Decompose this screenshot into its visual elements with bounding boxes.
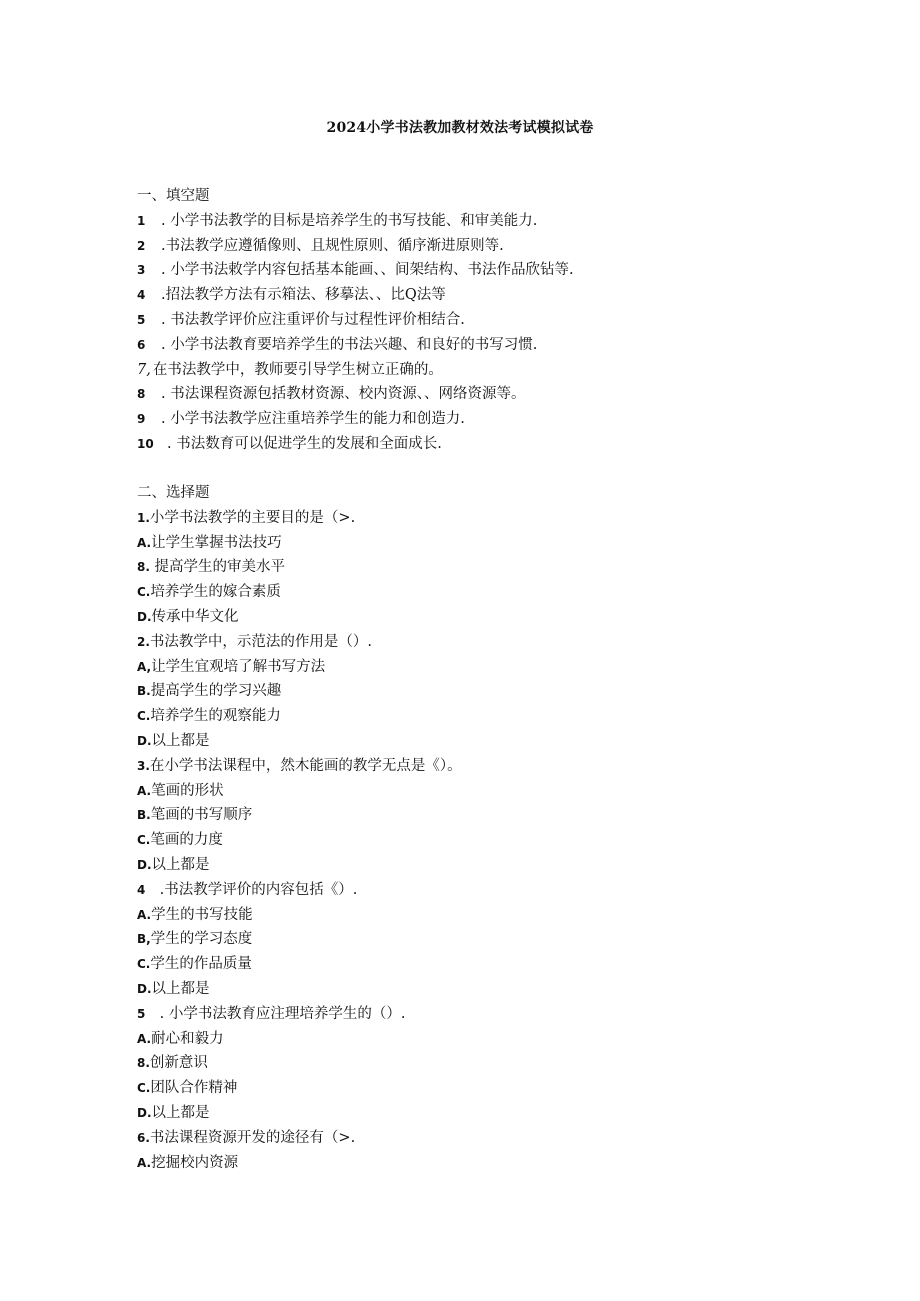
choice-label: C. (137, 1081, 151, 1096)
fill-section-heading: 一、填空题 (137, 188, 210, 204)
fill-item-number: 9 (137, 412, 146, 427)
choice-line (137, 605, 837, 630)
choice-label: A. (137, 535, 152, 550)
choice-label: 5 (137, 1006, 146, 1021)
choice-line (137, 927, 837, 952)
choice-text: 以上都是 (151, 1104, 210, 1121)
choice-text: 以上都是 (151, 732, 210, 749)
fill-item-text: . 小学书法敕学内容包括基本能画、、间架结构、书法作品欣钻等. (161, 262, 574, 279)
fill-item (137, 308, 837, 333)
fill-item-number: 7, (137, 361, 151, 378)
choice-label: 8. (137, 1056, 150, 1071)
fill-item-text: .招法教学方法有示箱法、移摹法、、比Q法等 (161, 287, 446, 304)
choice-text: 让学生掌握书法技巧 (151, 534, 282, 551)
choice-line (137, 754, 837, 779)
fill-item-number: 8 (137, 387, 146, 402)
choice-text: 团队合作精神 (150, 1080, 238, 1097)
choice-line (137, 555, 837, 580)
choice-text: 笔画的书写顺序 (150, 807, 253, 824)
fill-item-number: 5 (137, 312, 146, 327)
fill-item-number: 4 (137, 288, 146, 303)
choice-text: 书法教学中，示范法的作用是（）. (149, 633, 373, 650)
choice-label: A. (137, 907, 152, 922)
choice-line (137, 1076, 837, 1101)
fill-item-number: 1 (137, 213, 146, 228)
choice-text: 以上都是 (151, 856, 210, 873)
choice-line (137, 1027, 837, 1052)
choice-label: 3. (137, 758, 150, 773)
page-title: 2024小学书法教加教材效法考试模拟试卷 (326, 120, 594, 136)
fill-item (137, 283, 837, 308)
choice-text: 以上都是 (151, 980, 210, 997)
choice-label: 6. (137, 1130, 150, 1145)
choice-text: 挖掘校内资源 (151, 1154, 239, 1171)
choice-label: C. (137, 957, 151, 972)
choice-label: D. (137, 1105, 152, 1120)
fill-item-text: .书法教学应遵循像则、且规性原则、循序渐进原则等. (161, 237, 504, 254)
choice-label: 8. (137, 560, 150, 575)
fill-blank-section (137, 184, 837, 457)
choice-line (137, 1101, 837, 1126)
choice-text: 学生的作品质量 (150, 956, 252, 973)
fill-item-number: 2 (137, 238, 146, 253)
choice-line (137, 729, 837, 754)
choice-line (137, 704, 837, 729)
choice-text: 让学生宜观培了解书写方法 (151, 658, 326, 675)
choice-label: A, (137, 659, 152, 674)
choice-label: 4 (137, 882, 146, 897)
choice-line (137, 952, 837, 977)
fill-item-number: 6 (137, 337, 146, 352)
choice-line (137, 655, 837, 680)
choice-section-heading: 二、选择题 (137, 485, 210, 501)
choice-line (137, 630, 837, 655)
fill-item (137, 209, 837, 234)
choice-label: A. (137, 783, 152, 798)
choice-label: B. (137, 808, 151, 823)
fill-item (137, 407, 837, 432)
choice-line (137, 977, 837, 1002)
choice-label: A. (137, 1155, 152, 1170)
fill-item-text: 在书法教学中，教师要引导学生树立正确的。 (152, 361, 443, 378)
choice-line (137, 1126, 837, 1151)
choice-text: 小学书法教学的主要目的是（>. (149, 509, 356, 526)
choice-label: C. (137, 709, 151, 724)
choice-text: 提高学生的审美水平 (149, 559, 286, 576)
fill-item (137, 358, 837, 383)
choice-section (137, 481, 837, 1175)
choice-text: 创新意识 (149, 1055, 208, 1072)
choice-label: B, (137, 932, 151, 947)
choice-label: 2. (137, 634, 150, 649)
fill-item-text: . 小学书法教育要培养学生的书法兴趣、和良好的书写习惯. (161, 336, 538, 353)
choice-text: 学生的书写技能 (151, 906, 253, 923)
choice-text: 笔画的力度 (150, 832, 223, 849)
choice-line (137, 779, 837, 804)
choice-text: . 小学书法教育应注理培养学生的（）. (155, 1005, 406, 1022)
choice-line (137, 531, 837, 556)
fill-item (137, 234, 837, 259)
choice-line (137, 1002, 837, 1027)
choice-text: 培养学生的观察能力 (150, 708, 281, 725)
choice-line (137, 580, 837, 605)
choice-text: 笔画的形状 (151, 782, 224, 799)
fill-item-number: 3 (137, 263, 146, 278)
fill-item-text: . 书法课程资源包括教材资源、校内资源、、网络资源等。 (161, 386, 526, 403)
choice-label: B. (137, 684, 151, 699)
choice-label: D. (137, 609, 152, 624)
choice-label: C. (137, 585, 151, 600)
choice-line (137, 878, 837, 903)
fill-item-text: . 小学书法教学的目标是培养学生的书写技能、和审美能力. (161, 212, 538, 229)
choice-line (137, 853, 837, 878)
choice-line (137, 828, 837, 853)
fill-item (137, 382, 837, 407)
choice-label: D. (137, 733, 152, 748)
choice-line (137, 903, 837, 928)
fill-item-text: . 书法数育可以促进学生的发展和全面成长. (167, 435, 442, 452)
choice-text: 传承中华文化 (151, 608, 239, 625)
choice-text: 在小学书法课程中，然木能画的教学无点是《）。 (149, 757, 462, 774)
choice-line (137, 803, 837, 828)
choice-label: D. (137, 981, 152, 996)
choice-text: 提高学生的学习兴趣 (150, 683, 282, 700)
fill-item (137, 432, 837, 457)
fill-item (137, 258, 837, 283)
choice-text: 耐心和毅力 (151, 1030, 224, 1047)
choice-text: 书法课程资源开发的途径有（>. (149, 1129, 356, 1146)
choice-line (137, 1151, 837, 1176)
choice-line (137, 506, 837, 531)
choice-label: C. (137, 833, 151, 848)
choice-lines-list (137, 506, 837, 1176)
choice-label: D. (137, 857, 152, 872)
choice-text: .书法教学评价的内容包括《）. (155, 881, 358, 898)
choice-line (137, 1051, 837, 1076)
fill-item (137, 333, 837, 358)
choice-label: 1. (137, 510, 150, 525)
choice-label: A. (137, 1031, 152, 1046)
choice-line (137, 679, 837, 704)
fill-items-list (137, 209, 837, 457)
fill-item-text: . 书法教学评价应注重评价与过程性评价相结合. (161, 311, 465, 328)
choice-text: 培养学生的嫁合素质 (150, 584, 281, 601)
fill-item-text: . 小学书法教学应注重培养学生的能力和创造力. (161, 411, 465, 428)
choice-text: 学生的学习态度 (150, 931, 253, 948)
fill-item-number: 10 (137, 436, 154, 451)
